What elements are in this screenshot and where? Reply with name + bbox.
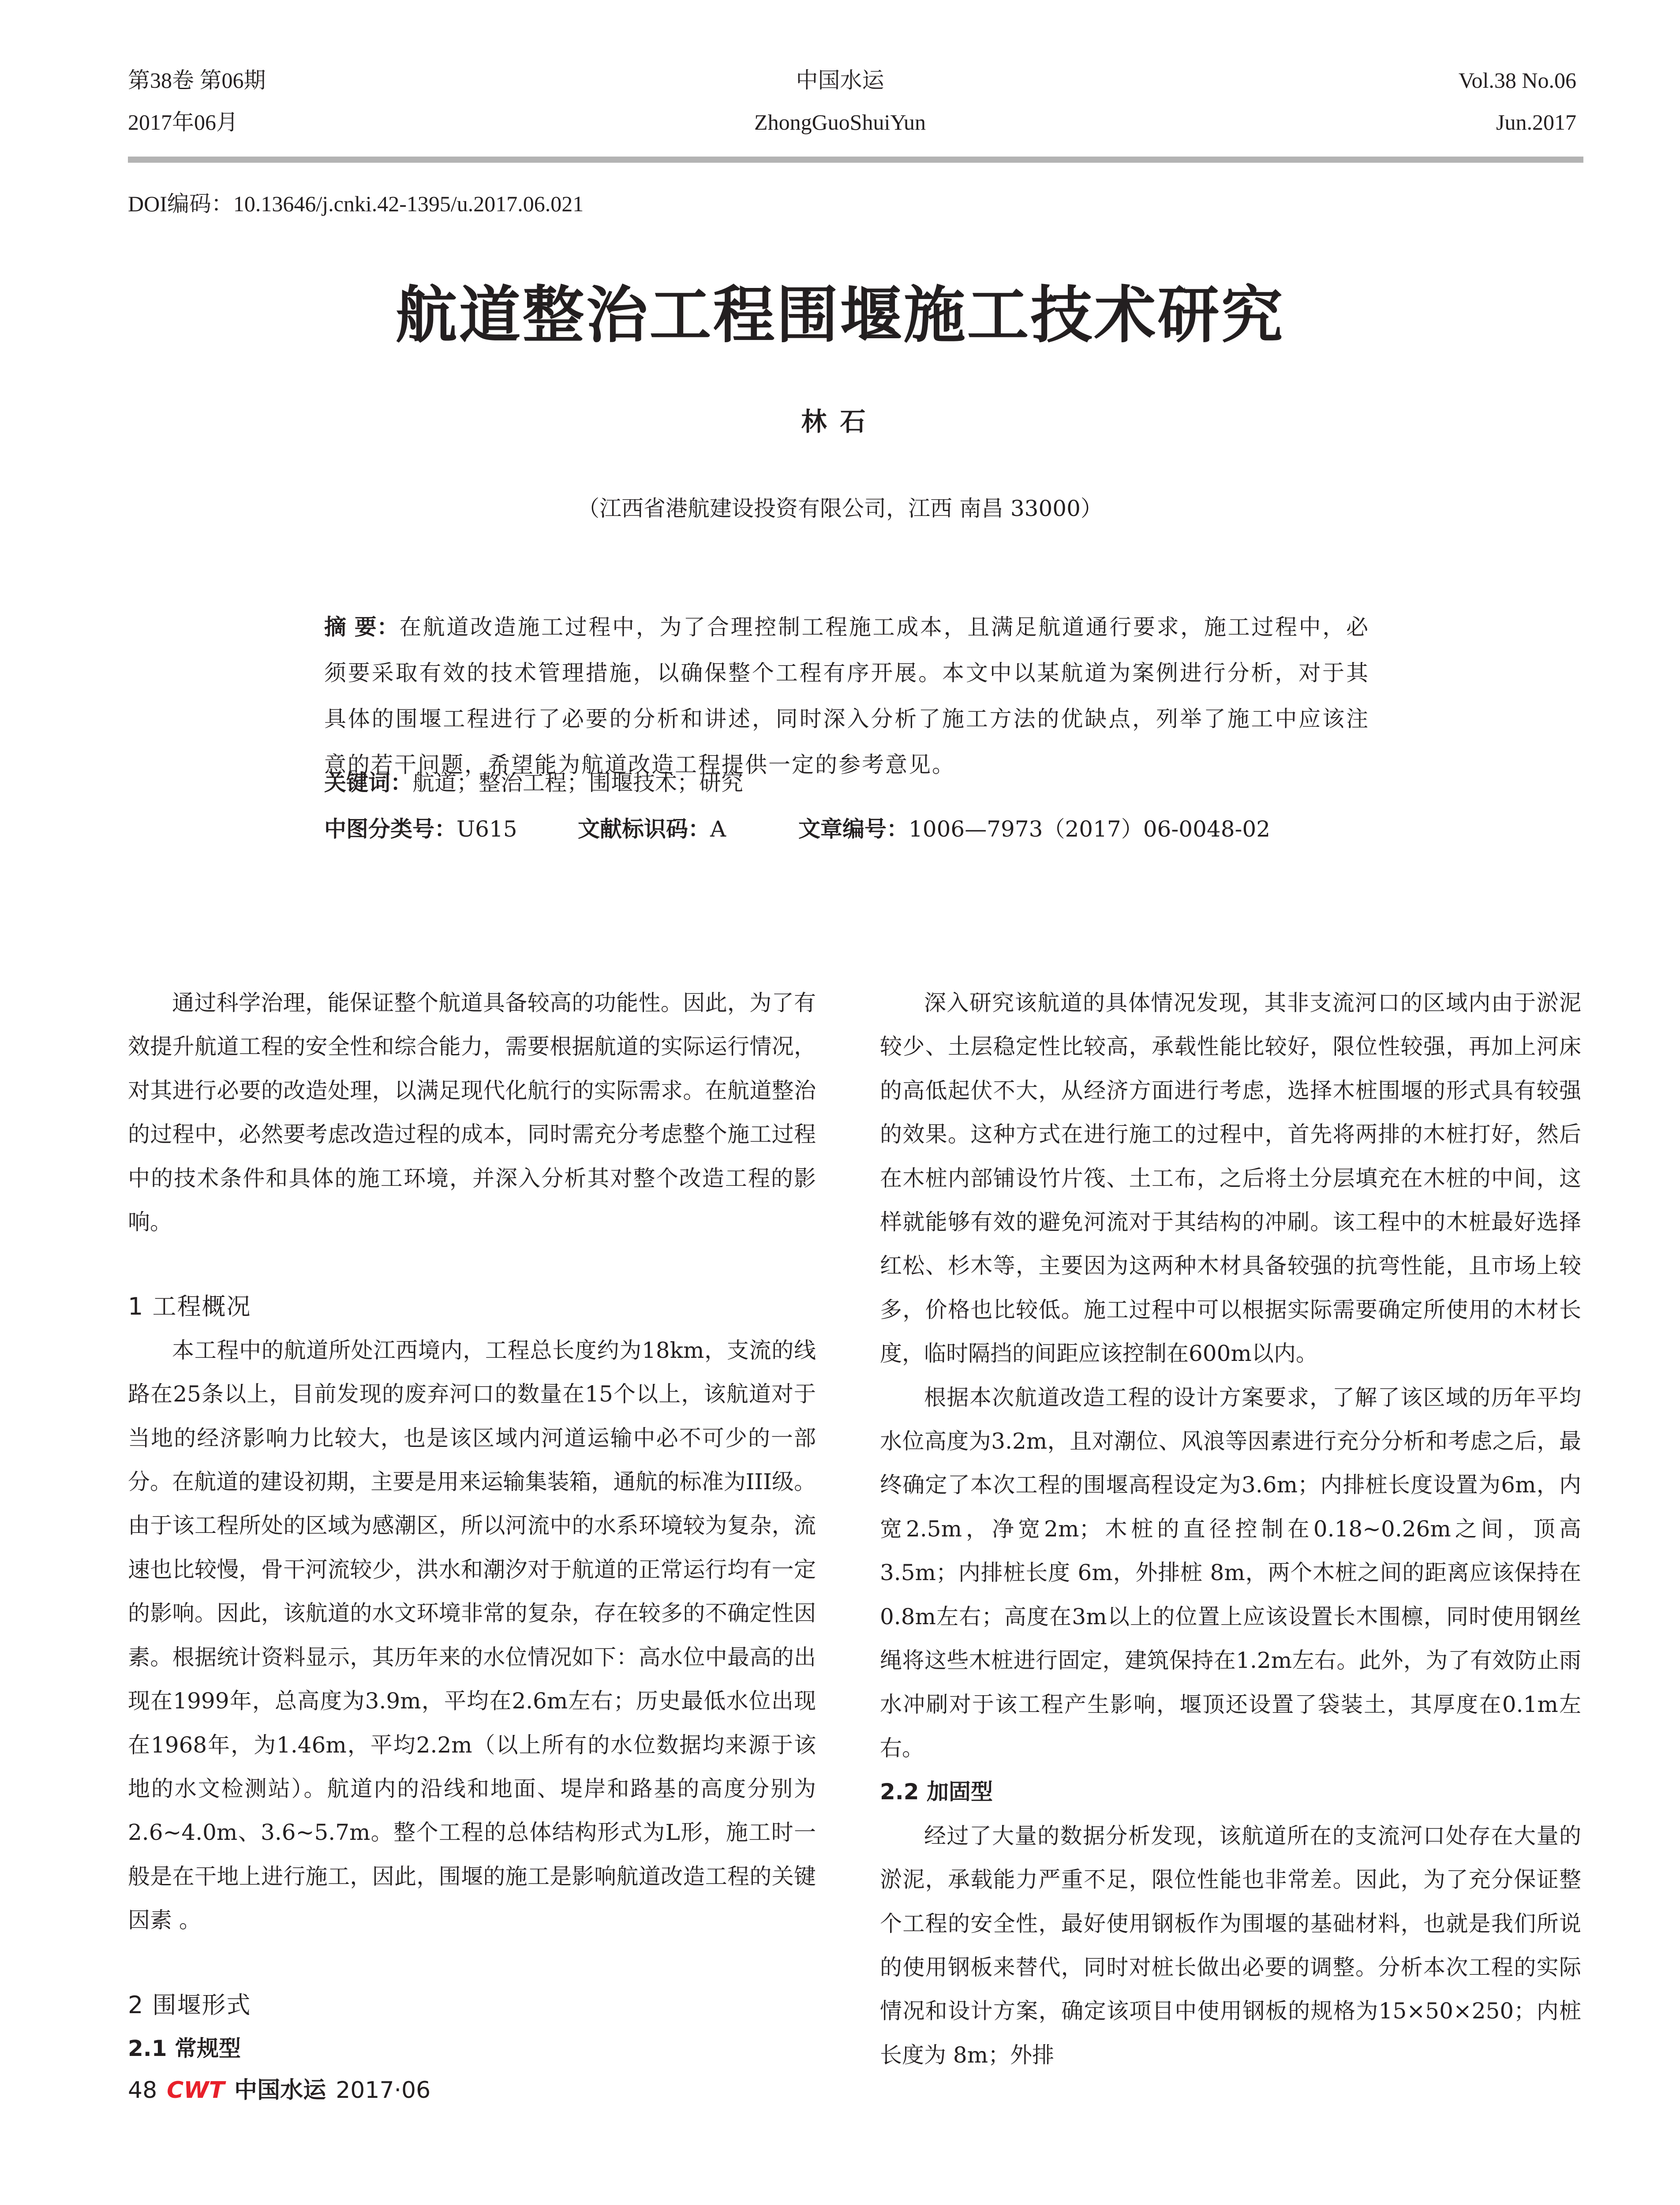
right-column [880, 981, 1581, 2077]
affiliation: （江西省港航建设投资有限公司，江西 南昌 33000） [577, 496, 1103, 521]
article-number [798, 811, 1270, 847]
section-2-1-paragraph-2: 根据本次航道改造工程的设计方案要求，了解了该区域的历年平均水位高度为3.2m，且对潮位、风浪等因素进行充分分析和考虑之后，最终确定了本次工程的围堰高程设定为3.6m；内排桩长度设置为6m，内宽2.5m，净宽2m；木桩的直径控制在0.18~0.26m之间，顶高 3.5m；内排桩长度 6m，外排桩 8m，两个木桩之间的距离应该保持在0.8m左右；高度在3m以上的位置上应该设置长木围檩，同时使用钢丝绳将这些木桩进行固定，建筑保持在1.2m左右。此外，为了有效防止雨水冲刷对于该工程产生影响，堰顶还设置了袋装土，其厚度在0.1m左右。 [880, 1384, 1581, 1761]
section-2-heading: 2 围堰形式 [128, 1991, 251, 2019]
paper-title: 航道整治工程围堰施工技术研究 [395, 279, 1285, 351]
header-rule [128, 157, 1583, 163]
journal-name-pinyin: ZhongGuoShuiYun [754, 110, 926, 135]
volume-issue: 第38卷 第06期 [128, 68, 266, 93]
section-2-2-heading: 2.2 加固型 [880, 1779, 993, 1805]
doi: DOI编码：10.13646/j.cnki.42-1395/u.2017.06.021 [128, 191, 584, 216]
footer-magazine: 中国水运 [234, 2077, 326, 2104]
section-2-1-heading: 2.1 常规型 [128, 2035, 241, 2061]
abstract-label: 摘 要： [324, 614, 400, 640]
abstract [324, 604, 1369, 788]
left-column [128, 981, 816, 2070]
document-code-value: A [710, 816, 726, 842]
document-code [578, 811, 726, 847]
cwt-logo: CWT [167, 2077, 225, 2104]
author: 林石 [801, 407, 879, 437]
article-number-value: 1006—7973（2017）06-0048-02 [909, 816, 1271, 842]
abstract-text: 在航道改造施工过程中，为了合理控制工程施工成本，且满足航道通行要求，施工过程中，必须要采取有效的技术管理措施，以确保整个工程有序开展。本文中以某航道为案例进行分析，对于其具体的围堰工程进行了必要的分析和讲述，同时深入分析了施工方法的优缺点，列举了施工中应该注意的若干问题，希望能为航道改造工程提供一定的参考意见。 [324, 614, 1369, 777]
intro-paragraph: 通过科学治理，能保证整个航道具备较高的功能性。因此，为了有效提升航道工程的安全性和综合能力，需要根据航道的实际运行情况，对其进行必要的改造处理，以满足现代化航行的实际需求。在航道整治的过程中，必然要考虑改造过程的成本，同时需充分考虑整个施工过程中的技术条件和具体的施工环境，并深入分析其对整个改造工程的影响。 [128, 990, 816, 1235]
keywords-label: 关键词： [324, 770, 412, 796]
publication-date: 2017年06月 [128, 110, 238, 135]
page-number: 48 [128, 2077, 157, 2104]
publication-date-en: Jun.2017 [1496, 110, 1576, 135]
section-1-heading: 1 工程概况 [128, 1293, 251, 1321]
page-footer [128, 2075, 430, 2106]
keywords-text: 航道；整治工程；围堰技术；研究 [412, 770, 743, 796]
volume-issue-en: Vol.38 No.06 [1458, 68, 1576, 93]
clc-number [324, 811, 517, 847]
clc-value: U615 [456, 816, 517, 842]
section-2-1-paragraph-1: 深入研究该航道的具体情况发现，其非支流河口的区域内由于淤泥较少、土层稳定性比较高，承载性能比较好，限位性较强，再加上河床的高低起伏不大，从经济方面进行考虑，选择木桩围堰的形式具有较强的效果。这种方式在进行施工的过程中，首先将两排的木桩打好，然后在木桩内部铺设竹片筏、土工布，之后将土分层填充在木桩的中间，这样就能够有效的避免河流对于其结构的冲刷。该工程中的木桩最好选择红松、杉木等，主要因为这两种木材具备较强的抗弯性能，且市场上较多，价格也比较低。施工过程中可以根据实际需要确定所使用的木材长度，临时隔挡的间距应该控制在600m以内。 [880, 990, 1581, 1367]
keywords [324, 765, 743, 800]
section-2-2-paragraph: 经过了大量的数据分析发现，该航道所在的支流河口处存在大量的淤泥，承载能力严重不足，限位性能也非常差。因此，为了充分保证整个工程的安全性，最好使用钢板作为围堰的基础材料，也就是我们所说的使用钢板来替代，同时对桩长做出必要的调整。分析本次工程的实际情况和设计方案，确定该项目中使用钢板的规格为15×50×250；内桩长度为 8m；外排 [880, 1823, 1581, 2068]
footer-issue: 2017·06 [336, 2077, 431, 2104]
clc-label: 中图分类号： [324, 816, 456, 842]
document-code-label: 文献标识码： [578, 816, 710, 842]
section-1-paragraph: 本工程中的航道所处江西境内，工程总长度约为18km，支流的线路在25条以上，目前发现的废弃河口的数量在15个以上，该航道对于当地的经济影响力比较大，也是该区域内河道运输中必不可少的一部分。在航道的建设初期，主要是用来运输集装箱，通航的标准为III级。由于该工程所处的区域为感潮区，所以河流中的水系环境较为复杂，流速也比较慢，骨干河流较少，洪水和潮汐对于航道的正常运行均有一定的影响。因此，该航道的水文环境非常的复杂，存在较多的不确定性因素。根据统计资料显示，其历年来的水位情况如下：高水位中最高的出现在1999年，总高度为3.9m，平均在2.6m左右；历史最低水位出现在1968年，为1.46m，平均2.2m（以上所有的水位数据均来源于该地的水文检测站）。航道内的沿线和地面、堤岸和路基的高度分别为2.6~4.0m、3.6~5.7m。整个工程的总体结构形式为L形，施工时一般是在干地上进行施工，因此，围堰的施工是影响航道改造工程的关键因素 。 [128, 1337, 816, 1933]
journal-name: 中国水运 [796, 68, 884, 93]
article-number-label: 文章编号： [798, 816, 909, 842]
